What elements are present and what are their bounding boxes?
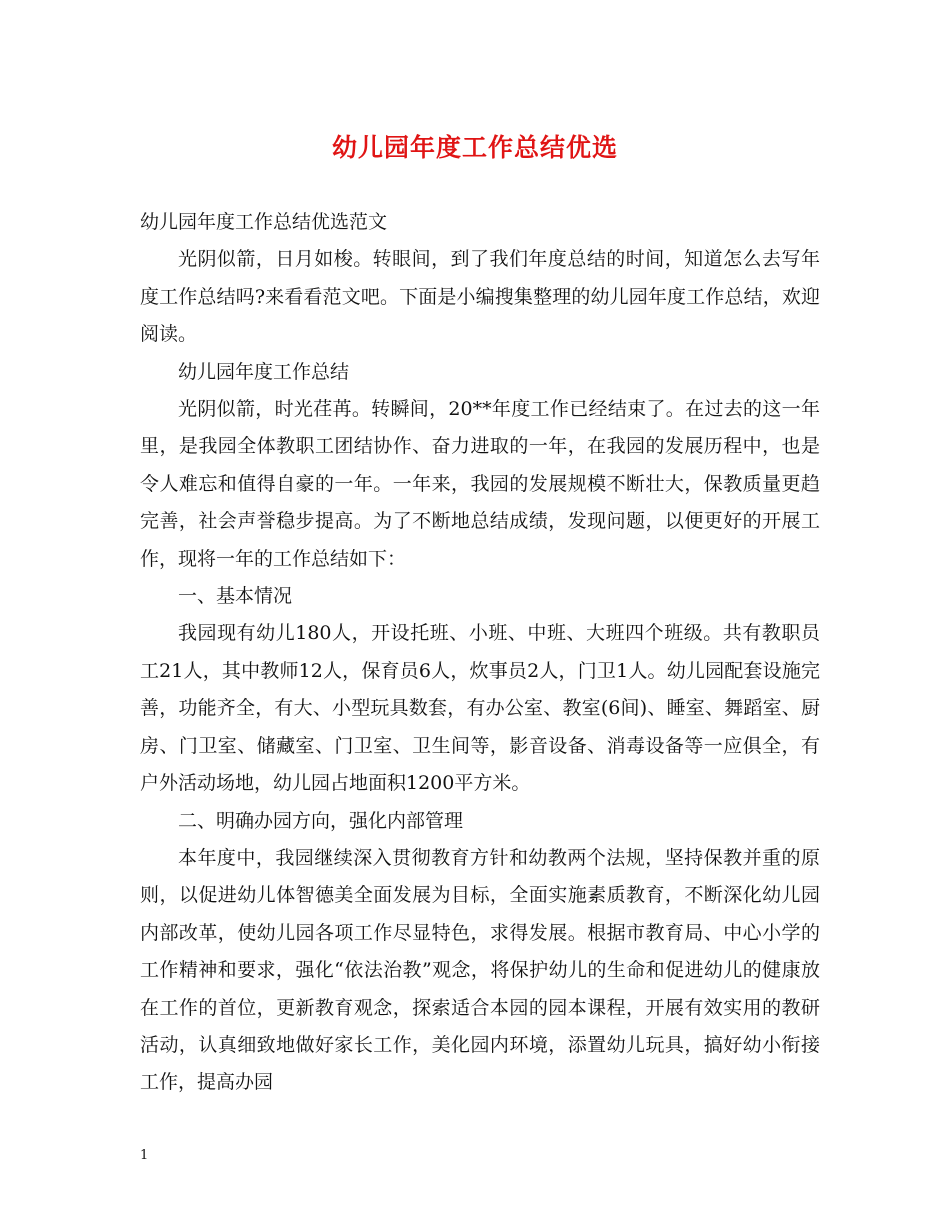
subtitle-paragraph: 幼儿园年度工作总结优选范文	[140, 211, 388, 233]
document-body	[140, 204, 820, 1102]
body-paragraph: 我园现有幼儿180人，开设托班、小班、中班、大班四个班级。共有教职员工21人，其中教师12人，保育员6人，炊事员2人，门卫1人。幼儿园配套设施完善，功能齐全，有大、小型玩具数套，有办公室、教室(6间)、睡室、舞蹈室、厨房、门卫室、储藏室、门卫室、卫生间等，影音设备、消毒设备等一应俱全，有户外活动场地，幼儿园占地面积1200平方米。	[140, 622, 820, 795]
body-paragraph: 光阴似箭，时光荏苒。转瞬间，20**年度工作已经结束了。在过去的这一年里，是我园全体教职工团结协作、奋力进取的一年，在我园的发展历程中，也是令人难忘和值得自豪的一年。一年来，我园的发展规模不断壮大，保教质量更趋完善，社会声誉稳步提高。为了不断地总结成绩，发现问题，以便更好的开展工作，现将一年的工作总结如下：	[140, 398, 820, 570]
section-heading: 二、明确办园方向，强化内部管理	[178, 809, 464, 832]
document-title: 幼儿园年度工作总结优选	[331, 133, 618, 162]
section-heading: 幼儿园年度工作总结	[178, 360, 350, 383]
page-number: 1	[140, 1148, 149, 1163]
section-heading: 一、基本情况	[178, 585, 293, 608]
body-paragraph: 光阴似箭，日月如梭。转眼间，到了我们年度总结的时间，知道怎么去写年度工作总结吗?来看看范文吧。下面是小编搜集整理的幼儿园年度工作总结，欢迎阅读。	[140, 248, 820, 346]
body-paragraph: 本年度中，我园继续深入贯彻教育方针和幼教两个法规，坚持保教并重的原则，以促进幼儿体智德美全面发展为目标，全面实施素质教育，不断深化幼儿园内部改革，使幼儿园各项工作尽显特色，求得发展。根据市教育局、中心小学的工作精神和要求，强化“依法治教”观念，将保护幼儿的生命和促进幼儿的健康放在工作的首位，更新教育观念，探索适合本园的园本课程，开展有效实用的教研活动，认真细致地做好家长工作，美化园内环境，添置幼儿玩具，搞好幼小衔接工作，提高办园	[140, 846, 820, 1094]
